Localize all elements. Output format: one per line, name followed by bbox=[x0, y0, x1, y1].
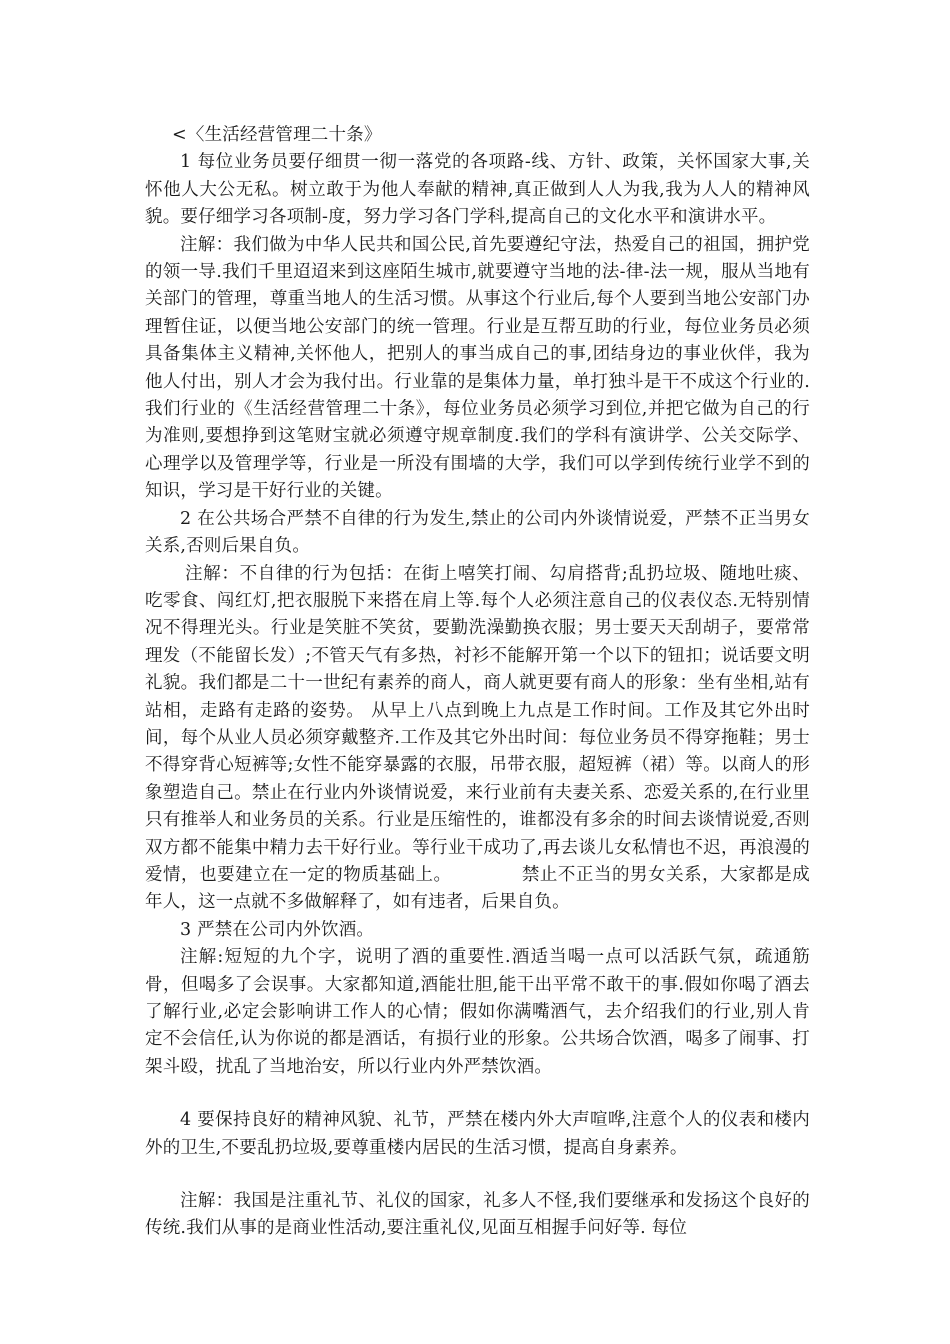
rule-4-note: 注解：我国是注重礼节、礼仪的国家，礼多人不怪,我们要继承和发扬这个良好的传统.我们从事的是商业性活动,要注重礼仪,见面互相握手问好等. 每位 bbox=[145, 1191, 810, 1239]
paragraph-gap bbox=[145, 1162, 810, 1188]
paragraph-gap bbox=[145, 1081, 810, 1107]
document-page bbox=[145, 122, 810, 1243]
rule-1: 1 每位业务员要仔细贯一彻一落党的各项路-线、方针、政策，关怀国家大事,关怀他人大公无私。树立敢于为他人奉献的精神,真正做到人人为我,我为人人的精神风貌。要仔细学习各项制-度，努力学习各门学科,提高自己的文化水平和演讲水平。 bbox=[145, 152, 810, 228]
rule-3-note: 注解:短短的九个字，说明了酒的重要性.酒适当喝一点可以活跃气氛，疏通筋骨，但喝多了会误事。大家都知道,酒能壮胆,能干出平常不敢干的事.假如你喝了酒去了解行业,必定会影响讲工作人的心情；假如你满嘴酒气，去介绍我们的行业,别人肯定不会信任,认为你说的都是酒话，有损行业的形象。公共场合饮酒，喝多了闹事、打架斗殴，扰乱了当地治安，所以行业内外严禁饮酒。 bbox=[145, 947, 810, 1077]
rule-2-note bbox=[145, 561, 810, 917]
rule-2: 2 在公共场合严禁不自律的行为发生,禁止的公司内外谈情说爱，严禁不正当男女关系,否则后果自负。 bbox=[145, 508, 810, 557]
rule-1-note: 注解：我们做为中华人民共和国公民,首先要遵纪守法，热爱自己的祖国，拥护党的领一导.我们千里迢迢来到这座陌生城市,就要遵守当地的法-律-法一规，服从当地有关部门的管理，尊重当地人的生活习惯。从事这个行业后,每个人要到当地公安部门办理暂住证，以便当地公安部门的统一管理。行业是互帮互助的行业，每位业务员必须具备集体主义精神,关怀他人，把别人的事当成自己的事,团结身边的事业伙伴，我为他人付出，别人才会为我付出。行业靠的是集体力量，单打独斗是干不成这个行业的.我们行业的《生活经营管理二十条》，每位业务员必须学习到位,并把它做为自己的行为准则,要想挣到这笔财宝就必须遵守规章制度.我们的学科有演讲学、公关交际学、心理学以及管理学等，行业是一所没有围墙的大学，我们可以学到传统行业学不到的知识，学习是干好行业的关键。 bbox=[145, 234, 810, 502]
rule-4: 4 要保持良好的精神风貌、礼节，严禁在楼内外大声喧哗,注意个人的仪表和楼内外的卫生,不要乱扔垃圾,要尊重楼内居民的生活习惯，提高自身素养。 bbox=[145, 1110, 810, 1158]
rule-2-note-main: 注解：不自律的行为包括：在街上嘻笑打闹、勾肩搭背;乱扔垃圾、随地吐痰、吃零食、闯红灯,把衣服脱下来搭在肩上等.每个人必须注意自己的仪表仪态.无特别情况不得理光头。行业是笑脏不笑贫，要勤洗澡勤换衣服；男士要天天刮胡子，要常常理发（不能留长发）;不管天气有多热，衬衫不能解开第一个以下的钮扣；说话要文明礼貌。我们都是二十一世纪有素养的商人，商人就更要有商人的形象：坐有坐相,站有站相，走路有走路的姿势。 从早上八点到晚上九点是工作时间。工作及其它外出时间，每个从业人员必须穿戴整齐.工作及其它外出时间：每位业务员不得穿拖鞋；男士不得穿背心短裤等;女性不能穿暴露的衣服，吊带衣服，超短裤（裙）等。以商人的形象塑造自己。禁止在行业内外谈情说爱，来行业前有夫妻关系、恋爱关系的,在行业里只有推举人和业务员的关系。行业是压缩性的，谁都没有多余的时间去谈情说爱,否则双方都不能集中精力去干好行业。等行业干成功了,再去谈儿女私情也不迟，再浪漫的爱情，也要建立在一定的物质基础上。 bbox=[145, 563, 810, 885]
document-title: <〈生活经营管理二十条》 bbox=[172, 125, 382, 145]
rule-2-note-tail: 禁止不正当的男女关系，大家都是成年人，这一点就不多做解释了，如有违者，后果自负。 bbox=[145, 864, 810, 913]
rule-3: 3 严禁在公司内外饮酒。 bbox=[180, 919, 375, 940]
